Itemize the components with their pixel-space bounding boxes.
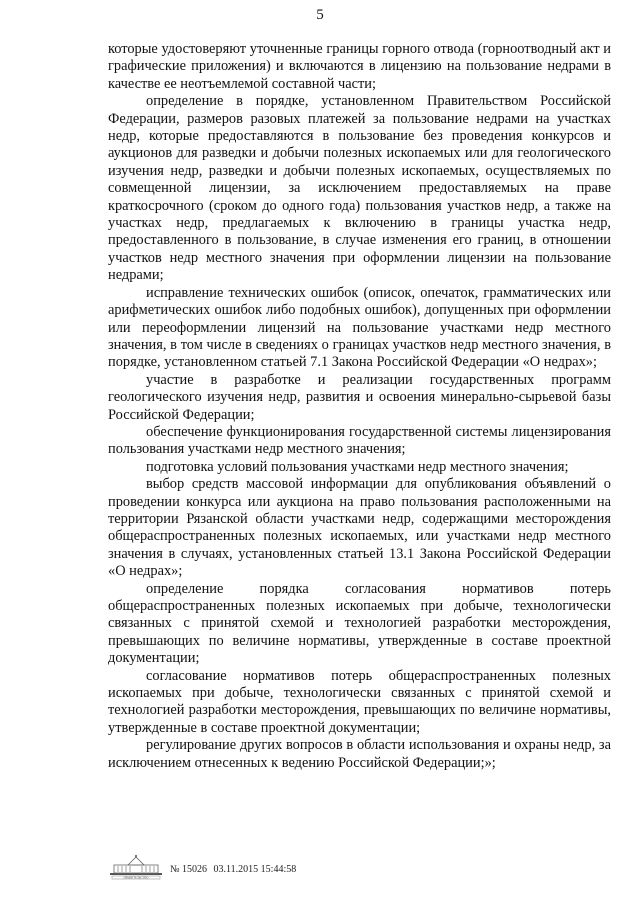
- paragraph-8: определение порядка согласования нормативов потерь общераспространенных полезных ископаемых при добыче, технологически связанных с принятой схемой и технологией разработки месторождения, превышающих по величине нормативы, утвержденные в составе проектной документации;: [108, 580, 611, 667]
- paragraph-4: участие в разработке и реализации государственных программ геологического изучения недр, развития и освоения минерально-сырьевой базы Российской Федерации;: [108, 371, 611, 423]
- paragraph-7: выбор средств массовой информации для опубликования объявлений о проведении конкурса или аукциона на право пользования расположенными на территории Рязанской области участками недр, содержащими месторождения общераспространенных полезных ископаемых, или участками недр местного значения в случаях, установленных статьей 13.1 Закона Российской Федерации «О недрах»;: [108, 476, 611, 580]
- paragraph-3: исправление технических ошибок (описок, опечаток, грамматических или арифметических ошибок либо подобных ошибок), допущенных при оформлении или переоформлении лицензий на пользование участками недр местного значения, в том числе в сведениях о границах участков недр местного значения, в порядке, установленном статьей 7.1 Закона Российской Федерации «О недрах»;: [108, 284, 611, 371]
- paragraph-2: определение в порядке, установленном Правительством Российской Федерации, размеров разовых платежей за пользование недрами на участках недр, которые предоставляются в пользование без проведения конкурсов и аукционов для разведки и добычи полезных ископаемых или для геологического изучения недр, разведки и добычи полезных ископаемых, осуществляемых по совмещенной лицензии, за исключением предоставляемых на праве краткосрочного (сроком до одного года) пользования участков недр, а также на участках недр, предлагаемых к включению в границы участка недр, предоставленного в пользование, в случае изменения его границ, в отношении участков недр местного значения при оформлении лицензии на пользование недрами;: [108, 93, 611, 284]
- paragraph-1: которые удостоверяют уточненные границы горного отвода (горноотводный акт и графические приложения) и включаются в лицензию на пользование недрами в качестве ее неотъемлемой составной части;: [108, 41, 611, 92]
- document-body: [108, 41, 611, 772]
- paragraph-6: подготовка условий пользования участками недр местного значения;: [146, 458, 569, 475]
- document-footer: [108, 852, 300, 880]
- paragraph-10: регулирование других вопросов в области использования и охраны недр, за исключением отнесенных к ведению Российской Федерации;»;: [108, 737, 611, 771]
- government-building-logo-icon: [108, 854, 164, 880]
- svg-text:ПРАВИТЕЛЬСТВО: ПРАВИТЕЛЬСТВО: [123, 875, 149, 880]
- document-number: № 15026: [170, 864, 208, 875]
- document-registration-stamp: [170, 864, 300, 880]
- paragraph-5: обеспечение функционирования государственной системы лицензирования пользования участками недр местного значения;: [108, 423, 611, 458]
- document-datetime: 03.11.2015 15:44:58: [213, 864, 297, 875]
- page-number: 5: [316, 7, 324, 23]
- paragraph-9: согласование нормативов потерь общераспространенных полезных ископаемых при добыче, технологически связанных с принятой схемой и технологией разработки месторождения, превышающих по величине нормативы, утвержденные в составе проектной документации;: [108, 667, 611, 736]
